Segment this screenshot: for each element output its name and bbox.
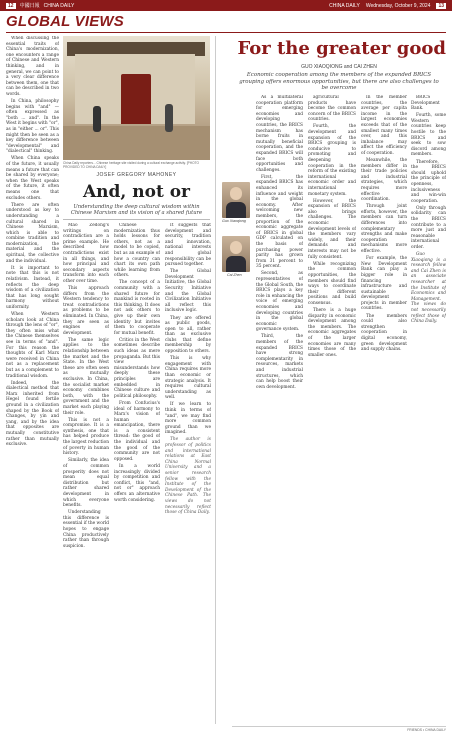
article2-para: Fourth, some Western countries keep hostile to the BRICS and seek to sow discord among members. xyxy=(411,113,446,158)
article1-para: From Confucius's ideal of harmony to Marx's vision of human emancipation, there is a consistent thread: the good of the individual and the good of the community are not opposed. xyxy=(114,400,160,462)
article1-para: Chinese modernization thus holds lessons for others, not as a model to be copied, but as an example of how a country can chart its own path while learning from others. xyxy=(114,223,160,279)
article1-para: When China speaks of the future, it usually means a future that can be shared by everyone; when the West speaks of the future, it often means one that excludes others. xyxy=(6,156,59,201)
article2-para: agricultural products have become the common concern of the BRICS countries. xyxy=(308,95,356,123)
footer-text: FRIENDS • CHINA DAILY xyxy=(407,728,446,732)
article2-author-note: Guo Xiaoqiong is a research fellow and Cai Zhen is an associate researcher at the Institute of Economics and Management. The views do not necessarily reflect those of China Daily. xyxy=(411,252,446,325)
author-portrait xyxy=(222,236,250,272)
article1-divider xyxy=(63,219,210,220)
page-number-left: 12 xyxy=(8,2,14,9)
article1-para: They are offered as public goods, open to all, rather than as exclusive clubs that define membership by opposition to others. xyxy=(165,315,211,355)
article2-para: While recognizing the common opportunities, the members should find ways to coordinate their different positions and build consensus. xyxy=(308,261,356,306)
article2-headline: For the greater good xyxy=(237,38,446,59)
author-portrait xyxy=(222,182,250,218)
article2-column-3 xyxy=(361,95,407,723)
article1-para: Indeed, the dialectical method that Marx inherited from Hegel found fertile ground in a civilization shaped by the Book of Changes, by yin and yang, and by the idea that opposites are mutually constitutive rather than mutually exclusive. xyxy=(6,380,59,448)
footer-rule xyxy=(232,726,446,727)
photo-figure xyxy=(165,104,173,132)
article1-para: This is not a compromise. It is a synthesis, one that has helped produce the largest reduction of poverty in human history. xyxy=(63,417,109,457)
article2-subhead: Economic cooperation among the members of the expanded BRICS grouping offers enormous opportunities, but there are also challenges to be overcome xyxy=(239,72,439,91)
article2-column-1 xyxy=(256,95,303,723)
portrait-name: Cai Zhen xyxy=(227,273,242,277)
article1-column-3 xyxy=(114,223,160,722)
article1-para: When discussing the essential traits of China's modernization, one encounters a range of Chinese and Western thinking, and in general, we can point to a very clear difference between them, one that can be described in two words. xyxy=(6,36,59,97)
article1-column-4 xyxy=(165,223,211,722)
article1-para: Mao Zedong's writings on contradiction are a prime example. He described how contradictions exist in all things, and how principal and secondary aspects transform into each other over time. xyxy=(63,223,109,284)
issue-date: Wednesday, October 9, 2024 xyxy=(365,2,431,9)
article2-column-4 xyxy=(411,95,446,723)
article1-column-2 xyxy=(63,223,109,722)
article1-byline: JOSEF GREGORY MAHONEY xyxy=(96,172,177,178)
article2-para: However, the expansion of BRICS also brings challenges. The economic development levels of the members vary widely, and their demands and interests may not be fully consistent. xyxy=(308,198,356,260)
article1-author-note: The author is professor of politics and international relations at East China Normal University and a senior research fellow with the Institute of the Development of the Chinese Path. The views do not necessarily reflect those of China Daily. xyxy=(165,437,211,516)
article2-para: The members could also strengthen cooperation in digital economy, green development and supply chains. xyxy=(361,313,407,353)
article1-para: The same logic applies to the relationship between the market and the State. In the West these are often seen as mutually exclusive. In China, the socialist market economy combines both, with the government and the market each playing their role. xyxy=(63,337,109,416)
article2-para: Second, as representatives of the Global South, the BRICS plays a key role in enhancing the voice of emerging economies and developing countries in the global economic governance system. xyxy=(256,271,303,333)
article2-para: Only through solidarity can the BRICS contribute to a more just and reasonable international order. xyxy=(411,205,446,250)
article2-para: Therefore, the BRICS should uphold the principle of openness, inclusiveness and win-win cooperation. xyxy=(411,159,446,204)
paper-logo: 中國日報 xyxy=(19,3,40,9)
article1-para: There are often understood as key to understanding a cultural shared in Chinese Marxism, which is able to combine tradition and modernization, the material and the spiritual, the collective and the individual. xyxy=(6,202,59,264)
article1-headline: And, not or xyxy=(82,182,191,202)
article2-para: In the member countries, the average per capita income in the largest economies exceeds that of the smallest many times over, and this imbalance may affect the efficiency of cooperation. xyxy=(361,95,407,156)
article1-para: Similarly, the idea of common prosperity does not mean equal distribution but rather shared development in which everyone benefits. xyxy=(63,458,109,509)
top-bar xyxy=(0,0,452,11)
article1-para: This approach differs from the Western tendency to treat contradictions as problems to be eliminated. In China, they are seen as engines of development. xyxy=(63,286,109,336)
article2-para: BRICS Development Bank. xyxy=(411,95,440,112)
article1-para: Critics in the West sometimes describe such ideas as mere propaganda. But this view misunderstands how deeply these principles are embedded in Chinese culture and political philosophy. xyxy=(114,337,160,399)
article2-column-2 xyxy=(308,95,356,723)
article2-para: There is a huge disparity in economic development among the members. The economic aggregates of the larger economies are many times those of the smaller ones. xyxy=(308,307,356,358)
article1-photo xyxy=(63,36,210,160)
article1-para: If we learn to think in terms of "and", we may find more common ground than we imagined. xyxy=(165,402,211,436)
photo-ground xyxy=(63,126,210,160)
article1-para: In a world increasingly divided by competition and conflict, this "and, not or" approach offers an alternative worth considering. xyxy=(114,463,160,503)
edition-label: CHINA DAILY xyxy=(329,2,360,9)
article2-byline: GUO XIAOQIONG and CAI ZHEN xyxy=(301,64,377,70)
section-rule xyxy=(6,32,446,33)
portrait-name: Guo Xiaoqiong xyxy=(222,219,246,223)
article2-para: As a multilateral cooperation platform for emerging economies and developing countries, the BRICS mechanism has borne fruits in mutually beneficial cooperation, and the expanded BRICS will face both opportunities and challenges. xyxy=(256,95,303,173)
article1-para: Understanding this difference is essential if the world hopes to engage China productively rather than through suspicion. xyxy=(63,510,109,549)
photo-door xyxy=(121,74,151,124)
paper-name: CHINA DAILY xyxy=(43,2,75,9)
article1-column-1 xyxy=(6,36,59,722)
article2-para: Fourth, the development and expansion of the BRICS grouping is conducive to promoting and deepening cooperation in the reform of the existing international economic order and international monetary system. xyxy=(308,124,356,197)
article2-para: Meanwhile, the members differ in their trade policies and industrial strategies, which requires more effective coordination. xyxy=(361,158,407,203)
article2-para: Through joint efforts, however, the members can turn differences into complementary strengths and make cooperation mechanisms more effective. xyxy=(361,204,407,255)
article1-para: In China, philosophy begins with "and" — often expressed as "both ... and". In the West it begins with "or", as in "either ... or". This might then be seen as a key difference between "developmental" and "dialectical" thinking. xyxy=(6,99,59,155)
article1-para: It is important to note that this is not relativism. Instead, it reflects the deep wisdom of a civilization that has long sought harmony without uniformity. xyxy=(6,265,59,310)
article1-para: When Western scholars look at China through the lens of "or", they often miss what the Chinese themselves see in terms of "and". For this reason the thoughts of Karl Marx were received in China not as a replacement but as a complement to traditional wisdom. xyxy=(6,312,59,379)
article1-photo-block xyxy=(63,36,210,169)
article2-para: For example, the New Development Bank can play a bigger role in financing infrastructure and sustainable development projects in member countries. xyxy=(361,256,407,312)
article1-para: The concept of a community with a shared future for mankind is rooted in this thinking. It does not ask others to give up their own identity but invites them to cooperate for mutual benefit. xyxy=(114,280,160,336)
article1-para: This is why engagement with China requires more than economic or strategic analysis. It requires cultural understanding as well. xyxy=(165,356,211,401)
photo-figure xyxy=(93,106,101,132)
article2-para: Third, the members of the expanded BRICS have strong complementarity in resources, markets and industrial structures, which can help boost their own development. xyxy=(256,334,303,390)
article1-para: It suggests that development and security, tradition and innovation, national interests and global responsibility can be pursued together. xyxy=(165,223,211,268)
article1-para: The Global Development Initiative, the Global Security Initiative and the Global Civilization Initiative all reflect this inclusive logic. xyxy=(165,269,211,314)
article2-para: First, the expanded BRICS has enhanced its influence and weight in the global economy. After welcoming new members, the proportion of the economic aggregate of BRICS in global GDP calculated on the basis of purchasing power parity has grown from 31 percent to 35 percent. xyxy=(256,174,303,270)
article-divider xyxy=(215,36,216,724)
article1-subhead: Understanding the deep cultural wisdom within Chinese Marxism and its vision of a shared future xyxy=(70,204,203,217)
section-title: GLOBAL VIEWS xyxy=(6,13,124,30)
photo-caption: China Daily reporters... Chinese heritage site visited during a cultural exchange activity. [PHOTO PROVIDED TO CHINA DAILY] xyxy=(63,161,199,169)
page-number-right: 13 xyxy=(438,2,444,9)
